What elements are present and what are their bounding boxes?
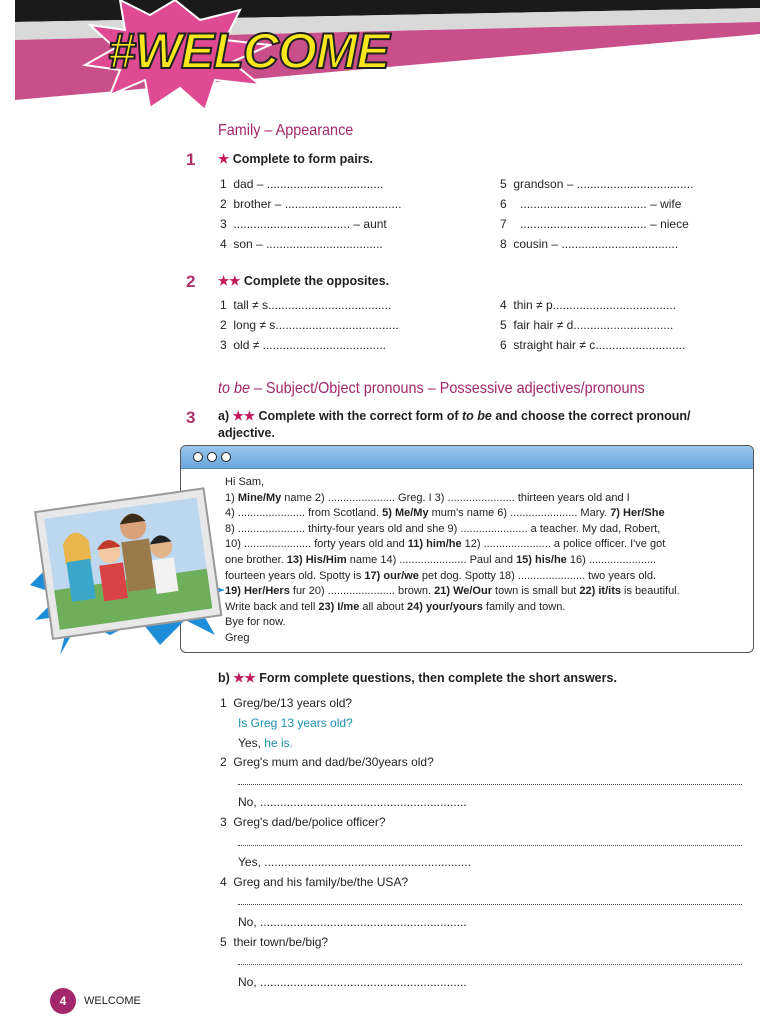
ex1-item-4: 4 son – ................................... xyxy=(220,237,383,251)
ex1-item-6: 6 ...................................... – wife xyxy=(500,197,682,211)
question-4-short-answer: No, .............................................................. xyxy=(238,915,467,929)
question-3-short-answer: Yes, .............................................................. xyxy=(238,855,471,869)
exercise-3b-instruction: b) ★★ Form complete questions, then complete the short answers. xyxy=(218,671,617,685)
section-title-family: Family – Appearance xyxy=(218,122,354,139)
exercise-3-number: 3 xyxy=(186,408,196,427)
question-1-answer: Is Greg 13 years old? xyxy=(238,716,353,730)
ex2-item-5: 5 fair hair ≠ d.............................. xyxy=(500,318,674,332)
ex2-item-3: 3 old ≠ ..................................... xyxy=(220,338,386,352)
letter-line: 19) Her/Hers fur 20) ...................... brown. 21) We/Our town is small but 22) it/its is beautiful. xyxy=(225,585,680,598)
answer-line[interactable] xyxy=(238,845,742,846)
ex1-item-7: 7 ...................................... – niece xyxy=(500,217,689,231)
letter-closing: Bye for now. xyxy=(225,616,286,629)
window-dot-icon[interactable] xyxy=(193,452,203,462)
ex1-item-8: 8 cousin – ................................... xyxy=(500,237,679,251)
letter-signature: Greg xyxy=(225,631,250,644)
question-4: 4 Greg and his family/be/the USA? xyxy=(220,875,409,889)
stars-icon: ★★ xyxy=(233,671,256,685)
ex1-item-5: 5 grandson – ................................... xyxy=(500,177,694,191)
question-1-short-answer: Yes, he is. xyxy=(238,736,293,750)
answer-line[interactable] xyxy=(238,784,742,785)
letter-line: 8) ...................... thirty-four years old and she 9) ...................... a teacher. My dad, Robert, xyxy=(225,522,661,535)
letter-line: one brother. 13) His/Him name 14) ...................... Paul and 15) his/he 16) ...................... xyxy=(225,553,657,566)
letter-line: 1) Mine/My name 2) ...................... Greg. I 3) ...................... thirteen years old and I xyxy=(225,491,630,504)
window-dot-icon[interactable] xyxy=(221,452,231,462)
header-banner xyxy=(0,0,768,110)
ex2-item-2: 2 long ≠ s..................................... xyxy=(220,318,399,332)
star-icon: ★ xyxy=(218,152,230,166)
question-2-short-answer: No, .............................................................. xyxy=(238,795,467,809)
question-1: 1 Greg/be/13 years old? xyxy=(220,696,353,710)
email-window-titlebar xyxy=(181,446,753,469)
question-5-short-answer: No, .............................................................. xyxy=(238,975,467,989)
family-photo xyxy=(20,470,230,670)
exercise-1-instruction: ★ Complete to form pairs. xyxy=(218,152,373,166)
letter-greeting: Hi Sam, xyxy=(225,476,265,488)
window-dot-icon[interactable] xyxy=(207,452,217,462)
ex1-item-3: 3 ................................... – aunt xyxy=(220,217,387,231)
answer-line[interactable] xyxy=(238,904,742,905)
exercise-1-number: 1 xyxy=(186,150,196,169)
footer-label: WELCOME xyxy=(84,995,141,1007)
letter-body xyxy=(225,491,745,616)
question-5: 5 their town/be/big? xyxy=(220,935,329,949)
question-3: 3 Greg's dad/be/police officer? xyxy=(220,815,386,829)
question-2: 2 Greg's mum and dad/be/30years old? xyxy=(220,755,434,769)
section-title-pronouns: to be – Subject/Object pronouns – Possessive adjectives/pronouns xyxy=(218,380,645,397)
letter-line: 10) ...................... forty years old and 11) him/he 12) ...................... a police officer. I've got xyxy=(225,538,666,551)
letter-line: Write back and tell 23) I/me all about 24) your/yours family and town. xyxy=(225,600,566,613)
ex2-item-1: 1 tall ≠ s..................................... xyxy=(220,298,392,312)
page-number-badge xyxy=(50,988,76,1014)
ex1-item-2: 2 brother – ................................... xyxy=(220,197,402,211)
exercise-3a-instruction: a) ★★ Complete with the correct form of to be and choose the correct pronoun/ adjective. xyxy=(218,409,691,440)
letter-line: 4) ...................... from Scotland. 5) Me/My mum's name 6) ...................... Mary. 7) Her/She xyxy=(225,507,665,520)
ex2-item-6: 6 straight hair ≠ c........................... xyxy=(500,338,686,352)
answer-line[interactable] xyxy=(238,964,742,965)
letter-line: fourteen years old. Spotty is 17) our/we pet dog. Spotty 18) ...................... two years old. xyxy=(225,569,657,582)
ex2-item-4: 4 thin ≠ p..................................... xyxy=(500,298,676,312)
stars-icon: ★★ xyxy=(218,274,241,288)
page-number: 4 xyxy=(59,994,67,1008)
exercise-2-instruction: ★★ Complete the opposites. xyxy=(218,274,390,288)
letter-text xyxy=(225,475,745,647)
ex1-item-1: 1 dad – ................................... xyxy=(220,177,384,191)
header-title: #WELCOME xyxy=(108,23,389,79)
stars-icon: ★★ xyxy=(232,409,256,423)
exercise-2-number: 2 xyxy=(186,272,196,291)
